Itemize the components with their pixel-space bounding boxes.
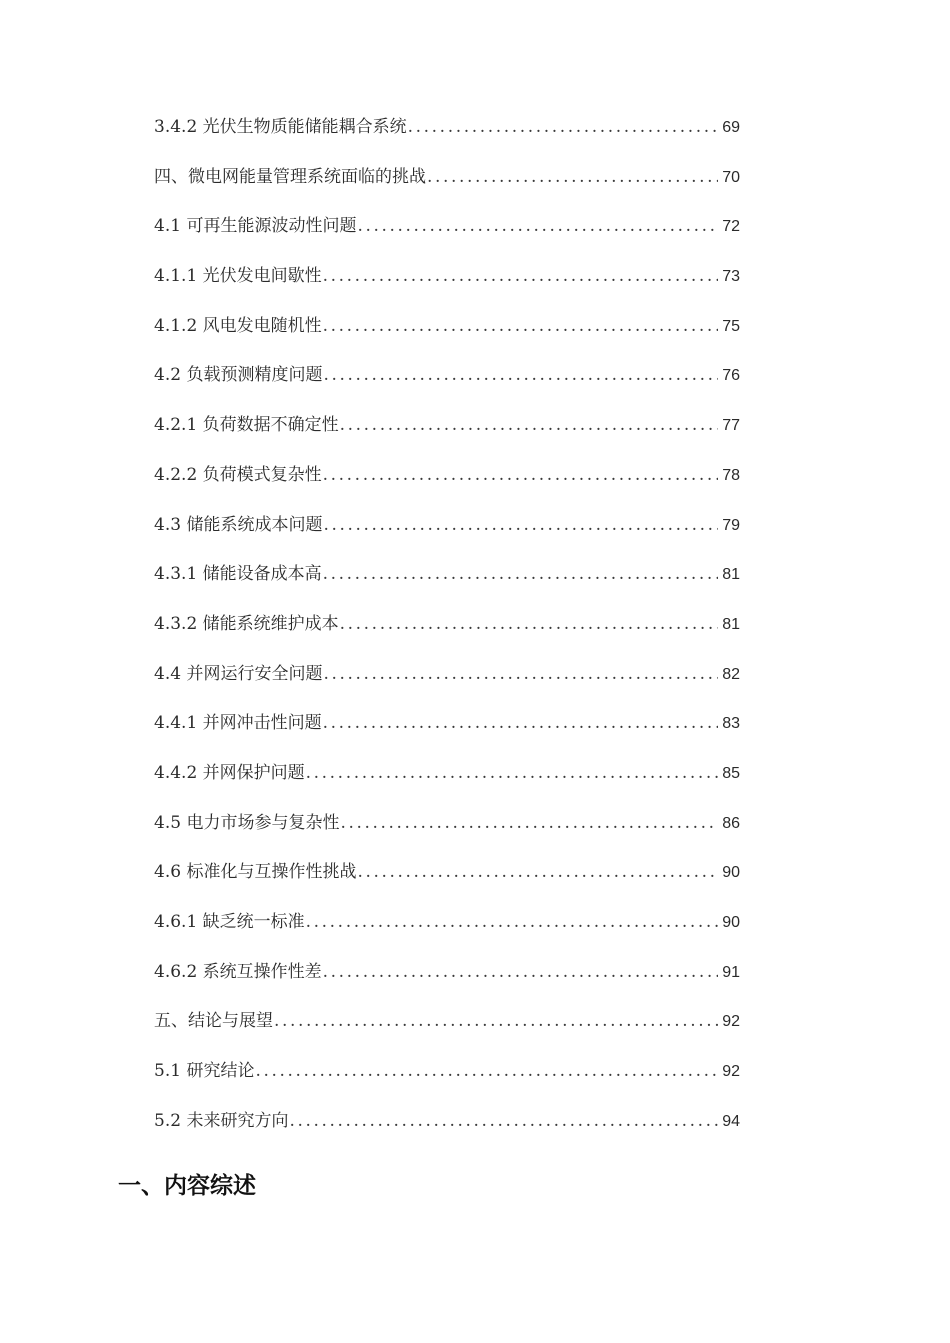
toc-page-number: 83	[722, 715, 740, 733]
toc-dot-leader	[407, 113, 718, 141]
toc-entry[interactable]	[154, 113, 740, 163]
toc-entry[interactable]	[154, 958, 740, 1008]
toc-dot-leader	[356, 858, 718, 886]
toc-entry-title: 4.3 储能系统成本问题	[154, 514, 323, 535]
section-heading: 一、内容综述	[118, 1173, 256, 1199]
toc-entry-title: 4.3.2 储能系统维护成本	[154, 613, 339, 634]
toc-dot-leader	[322, 461, 718, 489]
toc-dot-leader	[305, 908, 718, 936]
toc-page-number: 86	[722, 814, 740, 832]
toc-dot-leader	[322, 958, 718, 986]
toc-entry-title: 4.4.2 并网保护问题	[154, 762, 305, 783]
toc-page-number: 76	[722, 367, 740, 385]
toc-entry[interactable]	[154, 1107, 740, 1157]
toc-page-number: 85	[722, 764, 740, 782]
toc-entry-title: 4.5 电力市场参与复杂性	[154, 812, 340, 833]
toc-page-number: 70	[722, 168, 740, 186]
toc-dot-leader	[339, 610, 718, 638]
toc-dot-leader	[288, 1107, 718, 1135]
toc-entry-title: 4.6 标准化与互操作性挑战	[154, 862, 357, 883]
toc-entry[interactable]	[154, 908, 740, 958]
toc-entry-title: 5.1 研究结论	[154, 1061, 255, 1082]
toc-page-number: 91	[722, 963, 740, 981]
toc-entry-title: 4.2.1 负荷数据不确定性	[154, 415, 339, 436]
toc-page-number: 92	[722, 1013, 740, 1031]
toc-entry-title: 4.6.1 缺乏统一标准	[154, 912, 305, 932]
toc-dot-leader	[305, 759, 718, 787]
toc-dot-leader	[322, 511, 718, 539]
toc-entry[interactable]	[154, 212, 740, 262]
toc-entry-title: 4.3.1 储能设备成本高	[154, 564, 322, 585]
toc-dot-leader	[322, 560, 718, 588]
toc-entry-title: 4.2 负载预测精度问题	[154, 365, 323, 386]
toc-page-number: 69	[722, 119, 740, 136]
toc-entry[interactable]	[154, 163, 740, 213]
toc-page-number: 90	[722, 914, 740, 931]
toc-entry-title: 5.2 未来研究方向	[154, 1110, 289, 1131]
toc-page-number: 77	[722, 417, 740, 435]
toc-dot-leader	[339, 411, 718, 439]
toc-entry[interactable]	[154, 560, 740, 610]
toc-entry[interactable]	[154, 610, 740, 660]
toc-entry[interactable]	[154, 361, 740, 411]
toc-entry[interactable]	[154, 1007, 740, 1057]
toc-entry[interactable]	[154, 660, 740, 710]
toc-dot-leader	[339, 809, 718, 837]
toc-page-number: 90	[722, 864, 740, 882]
toc-entry[interactable]	[154, 411, 740, 461]
toc-dot-leader	[254, 1057, 718, 1085]
toc-entry-title: 五、结论与展望	[154, 1011, 273, 1032]
toc-page-number: 72	[722, 218, 740, 236]
toc-entry[interactable]	[154, 1057, 740, 1107]
toc-page-number: 73	[722, 268, 740, 286]
toc-entry-title: 4.2.2 负荷模式复杂性	[154, 464, 322, 485]
table-of-contents	[154, 113, 740, 1156]
toc-entry[interactable]	[154, 759, 740, 809]
toc-page-number: 75	[722, 317, 740, 335]
toc-dot-leader	[322, 262, 718, 290]
toc-page-number: 92	[722, 1063, 740, 1081]
toc-entry-title: 4.4.1 并网冲击性问题	[154, 713, 322, 734]
toc-entry-title: 4.6.2 系统互操作性差	[154, 961, 322, 982]
toc-page-number: 82	[722, 665, 740, 683]
toc-entry[interactable]	[154, 809, 740, 859]
toc-dot-leader	[322, 709, 718, 737]
toc-entry-title: 4.1.2 风电发电随机性	[154, 315, 322, 336]
toc-page-number: 78	[722, 466, 740, 484]
toc-entry-title: 4.1 可再生能源波动性问题	[154, 216, 357, 237]
toc-page-number: 81	[722, 566, 740, 584]
toc-entry[interactable]	[154, 312, 740, 362]
toc-dot-leader	[273, 1007, 718, 1035]
toc-entry[interactable]	[154, 262, 740, 312]
toc-dot-leader	[322, 361, 718, 389]
toc-dot-leader	[322, 312, 718, 340]
toc-dot-leader	[356, 212, 718, 240]
toc-entry-title: 四、微电网能量管理系统面临的挑战	[154, 166, 426, 187]
toc-dot-leader	[322, 660, 718, 688]
toc-entry[interactable]	[154, 858, 740, 908]
toc-entry[interactable]	[154, 461, 740, 511]
toc-entry[interactable]	[154, 709, 740, 759]
toc-page-number: 94	[722, 1112, 740, 1130]
toc-entry-title: 4.4 并网运行安全问题	[154, 663, 323, 684]
toc-dot-leader	[426, 163, 718, 191]
toc-page-number: 79	[722, 516, 740, 534]
toc-entry-title: 3.4.2 光伏生物质能储能耦合系统	[154, 117, 407, 137]
toc-page-number: 81	[722, 615, 740, 633]
toc-entry-title: 4.1.1 光伏发电间歇性	[154, 266, 322, 287]
toc-entry[interactable]	[154, 511, 740, 561]
